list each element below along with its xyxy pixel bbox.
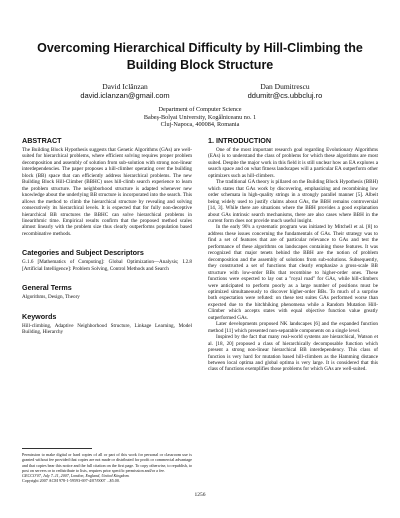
- footnote-rule: [22, 448, 92, 449]
- intro-paragraph-1: One of the most important research goal regarding Evolutionary Algorithms (EAs) is to understand the class of problems for which these algorithms are most suited. Despite the major work in this field it is still unclear how an EA explores a search space and on what fitness landscapes will a particular EA outperform other optimizers such as hill-climbers.: [208, 147, 378, 179]
- affiliation: [60, 106, 340, 129]
- affiliation-city: Cluj-Napoca, 400084, Romania: [160, 121, 240, 129]
- affiliation-univ: Babeş-Bolyai University, Kogălniceanu no. 1: [143, 113, 257, 121]
- intro-paragraph-2: The traditional GA theory is pillared on the Building Block Hypothesis (BBH) which states that GAs work by discovering, emphasizing and recombining low order schemata in high-quality strings in a strongly parallel manner [5]. Albeit being widely used to justify claims about GAs, the BBH remains controversial [14, 3]. While there are situations where the BBH provides a good explanation about GAs intrinsic search mechanisms, there are also cases where BBH in the current form does not provide much useful insight.: [208, 179, 378, 224]
- keywords-text: Hill-climbing, Adaptive Neighborhood Structure, Linkage Learning, Model Building, Hierarchy: [22, 322, 192, 336]
- intro-paragraph-4: Later developments proposed NK landscapes [6] and the expanded function method [11] which presented non-separable components on a single level.: [208, 321, 378, 334]
- author-2-email: ddumitr@cs.ubbcluj.ro: [247, 91, 323, 100]
- left-column: [22, 134, 192, 336]
- conference-line: GECCO'07, July 7–11, 2007, London, England, United Kingdom.: [22, 473, 130, 479]
- page-number: 1256: [194, 492, 206, 498]
- title-line-1: Overcoming Hierarchical Difficulty by Hill-Climbing the: [37, 41, 363, 55]
- paper-title: [20, 40, 380, 74]
- author-1-email: david.iclanzan@gmail.com: [80, 91, 170, 100]
- abstract-heading: ABSTRACT: [22, 136, 62, 145]
- intro-paragraph-3: In the early 90's a systematic program was initiated by Mitchell et al. [8] to address these issues concerning the fundamentals of GAs. Their strategy was to find a set of features that are of particular relevance to GAs and test the performance of these algorithms on landscapes containing those features. It was recognized that major tenets behind the BBH are the notion of problem decomposition and the assembly of solutions from sub-solutions. Subsequently, they constructed a set of functions that clearly emphasize a gross-scale BB structure with low-order BBs that recombine to higher-order ones. These functions were expected to lay out a "royal road" for GAs, while hill-climbers were anticipated to perform poorly as a large number of positions must be optimized simultaneously to discover higher-order BBs. To much of a surprise both expectation were refuted: on these test suites GAs performed worse than expected due to the hitchhiking phenomena while a Random Mutation Hill-Climber which accepts states with equal objective function value greatly outperformed GAs.: [208, 224, 378, 321]
- general-terms-text: Algorithms, Design, Theory: [22, 294, 80, 301]
- right-column: [208, 134, 378, 373]
- author-1: [50, 82, 200, 100]
- copyright-line: Copyright 2007 ACM 978-1-59593-697-4/07/0007 ...$5.00.: [22, 478, 120, 484]
- copyright-notice: [22, 452, 192, 484]
- keywords-heading: Keywords: [22, 311, 57, 321]
- introduction-heading: 1. INTRODUCTION: [208, 136, 272, 145]
- author-1-name: David Iclănzan: [102, 82, 148, 91]
- abstract-text: The Building Block Hypothesis suggests that Genetic Algorithms (GAs) are well-suited for hierarchical problems, where efficient solving requires proper problem decomposition and assembly of solution from sub-solution with strong non-linear interdependencies. The paper proposes a hill-climber operating over the building block (BB) space that can efficiently address hierarchical problems. The new Building Block Hill-Climber (BBHC) uses hill-climb search experience to learn the problem structure. The neighborhood structure is adapted whenever new knowledge about the underlying BB structure is incorporated into the search. This allows the method to climb the hierarchical structure by revealing and solving consecutively its hierarchical levels. It is expected that for fully non-deceptive hierarchical BB structures the BBHC can solve hierarchical problems in linearithmic time. Empirical results confirm that the proposed method scales almost linearly with the problem size thus clearly outperforms population based recombinative methods.: [22, 147, 192, 237]
- categories-heading: Categories and Subject Descriptors: [22, 248, 144, 258]
- author-2-name: Dan Dumitrescu: [260, 82, 310, 91]
- categories-text: G.1.6 [Mathematics of Computing]: Global Optimization—Analysis; I.2.8 [Artificial Intelligence]: Problem Solving, Control Methods and Search: [22, 259, 192, 272]
- affiliation-dept: Department of Computer Science: [158, 106, 242, 113]
- title-line-2: Building Block Structure: [126, 58, 274, 72]
- general-terms-heading: General Terms: [22, 283, 72, 293]
- intro-paragraph-5: Inspired by the fact that many real-world systems are hierarchical, Watson et al. [18, 20] proposed a class of hierarchically decomposable function which present a strong non-linear hierarchical BB interdependency. This class of function is very hard for mutation based hill-climbers as the Hamming distance between local optima and global optima is very large. It is considered that this class of functions exemplifies those problems for which GAs are well-suited.: [208, 334, 378, 373]
- copyright-permission: Permission to make digital or hard copies of all or part of this work for personal or classroom use is granted without fee provided that copies are not made or distributed for profit or commercial advantage and that copies bear this notice and the full citation on the first page. To copy otherwise, to republish, to post on servers or to redistribute to lists, requires prior specific permission and/or a fee.: [22, 452, 192, 473]
- author-2: [210, 82, 360, 100]
